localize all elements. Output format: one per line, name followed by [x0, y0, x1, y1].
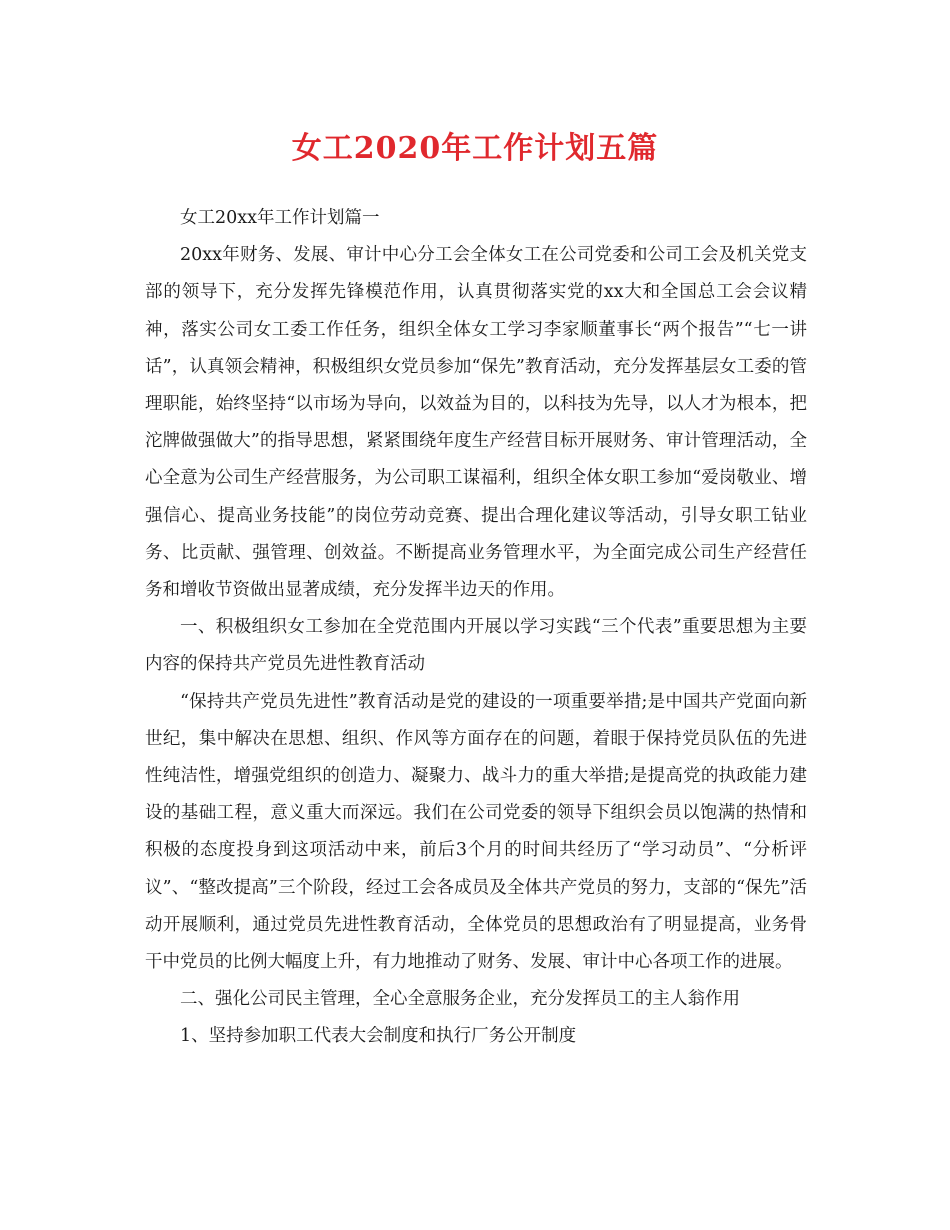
subsection-heading-one: 1、坚持参加职工代表大会制度和执行厂务公开制度	[180, 1026, 577, 1047]
section-heading-part-one: 女工20xx年工作计划篇一	[180, 208, 380, 228]
section-one-paragraph: “保持共产党员先进性”教育活动是党的建设的一项重要举措;是中国共产党面向新世纪，集中解决在思想、组织、作风等方面存在的问题，着眼于保持党员队伍的先进性纯洁性，增强党组织的创造力、凝聚力、战斗力的重大举措;是提高党的执政能力建设的基础工程，意义重大而深远。我们在公司党委的领导下组织会员以饱满的热情和积极的态度投身到这项活动中来，前后3个月的时间共经历了“学习动员”、“分析评议”、“整改提高”三个阶段，经过工会各成员及全体共产党员的努力，支部的“保先”活动开展顺利，通过党员先进性教育活动，全体党员的思想政治有了明显提高，业务骨干中党员的比例大幅度上升，有力地推动了财务、发展、审计中心各项工作的进展。	[145, 691, 807, 973]
document-title: 女工2020年工作计划五篇	[291, 131, 659, 166]
section-heading-two: 二、强化公司民主管理，全心全意服务企业，充分发挥员工的主人翁作用	[180, 989, 740, 1010]
section-heading-one: 一、积极组织女工参加在全党范围内开展以学习实践“三个代表”重要思想为主要内容的保持共产党员先进性教育活动	[145, 617, 807, 675]
document-body	[145, 200, 807, 1056]
intro-paragraph: 20xx年财务、发展、审计中心分工会全体女工在公司党委和公司工会及机关党支部的领导下，充分发挥先锋模范作用，认真贯彻落实党的xx大和全国总工会会议精神，落实公司女工委工作任务，组织全体女工学习李家顺董事长“两个报告”“七一讲话”，认真领会精神，积极组织女党员参加“保先”教育活动，充分发挥基层女工委的管理职能，始终坚持“以市场为导向，以效益为目的，以科技为先导，以人才为根本，把沱牌做强做大”的指导思想，紧紧围绕年度生产经营目标开展财务、审计管理活动，全心全意为公司生产经营服务，为公司职工谋福利，组织全体女职工参加“爱岗敬业、增强信心、提高业务技能”的岗位劳动竞赛、提出合理化建议等活动，引导女职工钻业务、比贡献、强管理、创效益。不断提高业务管理水平，为全面完成公司生产经营任务和增收节资做出显著成绩，充分发挥半边天的作用。	[145, 245, 807, 601]
